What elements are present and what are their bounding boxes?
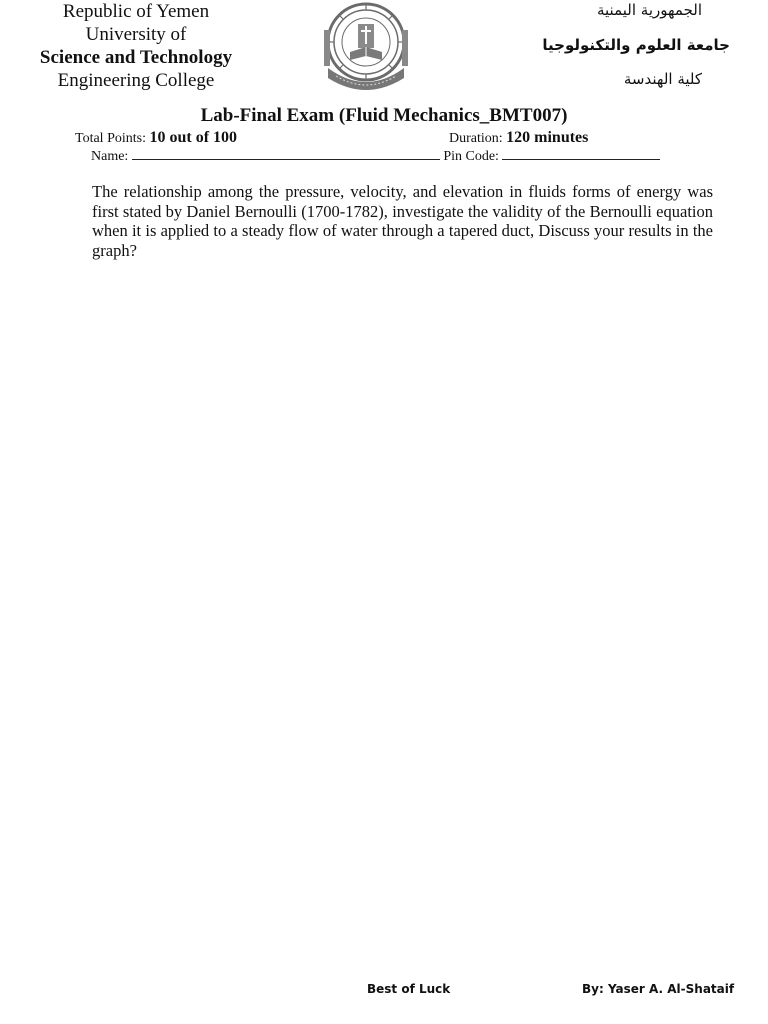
header-country: Republic of Yemen <box>62 1 210 22</box>
university-seal-icon <box>322 0 410 96</box>
pin-code-blank-line[interactable] <box>502 147 660 160</box>
exam-title: Lab-Final Exam (Fluid Mechanics_BMT007) <box>200 105 568 126</box>
duration-value: 120 minutes <box>506 129 589 146</box>
total-points-value: 10 out of 100 <box>149 129 238 146</box>
pin-code-label: Pin Code: <box>443 149 499 164</box>
footer-best-of-luck: Best of Luck <box>367 982 451 996</box>
name-label: Name: <box>91 149 129 164</box>
header-arabic-block <box>508 0 730 90</box>
header-english-block <box>20 0 252 92</box>
total-points <box>75 129 237 148</box>
header-university-name: Science and Technology <box>39 47 233 68</box>
name-blank-line[interactable] <box>132 147 440 160</box>
header-arabic-college: كلية الهندسة <box>623 70 702 88</box>
footer-author: By: Yaser A. Al-Shataif <box>582 982 735 996</box>
duration-label: Duration: <box>449 131 503 146</box>
name-field-row <box>91 147 660 166</box>
header-college: Engineering College <box>57 70 215 91</box>
question-text: The relationship among the pressure, velocity, and elevation in fluids forms of energy was first stated by Daniel Bernoulli (1700-1782), investigate the validity of the Bernoulli equation when it is applied to a steady flow of water through a tapered duct, Discuss your results in the graph? <box>92 182 713 260</box>
header-university-prefix: University of <box>85 24 187 45</box>
header-arabic-university: جامعة العلوم والتكنولوجيا <box>542 36 730 54</box>
duration <box>449 129 588 148</box>
total-points-label: Total Points: <box>75 131 146 146</box>
header-arabic-country: الجمهورية اليمنية <box>596 1 702 19</box>
